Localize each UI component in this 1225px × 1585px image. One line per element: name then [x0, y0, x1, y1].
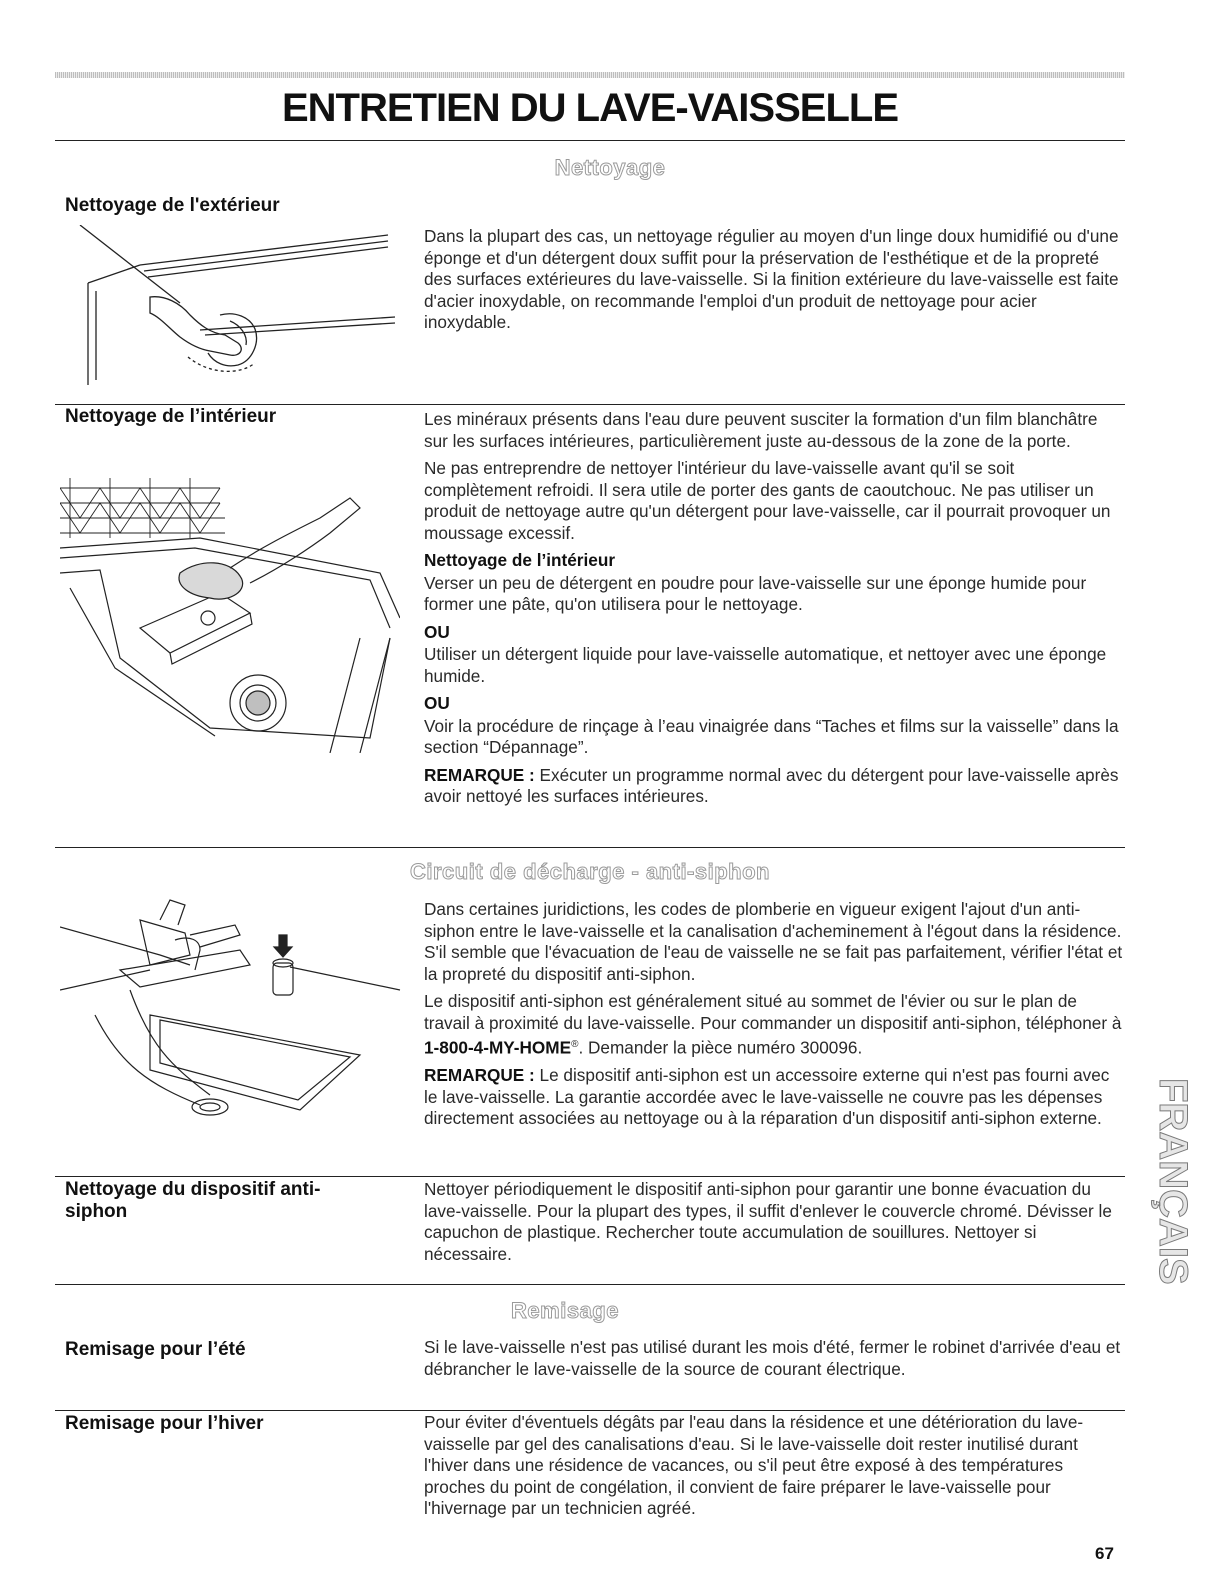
winter-storage-paragraph: Pour éviter d'éventuels dégâts par l'eau dans la résidence et une détérioration du lave-vaisselle par gel des canalisations d'eau. Si le lave-vaisselle doit rester inutilisé durant l'hiver dans une résidence de vacances, ou s'il peut être exposé à des températures proches du point de congélation, il convient de faire préparer le lave-vaisselle pour l'hivernage par un technicien agréé.: [424, 1412, 1084, 1518]
interior-paragraph-5: Voir la procédure de rinçage à l’eau vinaigrée dans “Taches et films sur la vaisselle” dans la section “Dépannage”.: [424, 715, 1119, 757]
interior-note-label: REMARQUE :: [424, 764, 535, 785]
summer-storage-paragraph: Si le lave-vaisselle n'est pas utilisé durant les mois d'été, fermer le robinet d'arrivée d'eau et débrancher le lave-vaisselle de la source de courant électrique.: [424, 1337, 1121, 1379]
interior-rule: [55, 404, 1125, 405]
subhead-remisage-ete: Remisage pour l’été: [65, 1339, 246, 1360]
interior-subheading: Nettoyage de l’intérieur: [424, 550, 616, 570]
anti-siphon-cleaning-text: [424, 1179, 1124, 1271]
circuit-rule: [55, 847, 1125, 848]
remisage-rule: [55, 1284, 1125, 1285]
circuit-paragraph-1: Dans certaines juridictions, les codes de plomberie en vigueur exigent l'ajout d'un anti-siphon entre le lave-vaisselle et la canalisation d'acheminement à l'égout dans la résidence. S'il semble que l'évacuation de l'eau de vaisselle ne se fait pas parfaitement, vérifier l'état et la propreté du dispositif anti-siphon.: [424, 899, 1123, 984]
anti-siphon-cleaning-paragraph: Nettoyer périodiquement le dispositif anti-siphon pour garantir une bonne évacuation du lave-vaisselle. Pour la plupart des types, il suffit d'enlever le couvercle chromé. Dévisser le capuchon de plastique. Rechercher toute accumulation de souillures. Nettoyer si nécessaire.: [424, 1179, 1112, 1264]
interior-or-2: OU: [424, 693, 450, 713]
subhead-nettoyage-interieur: Nettoyage de l’intérieur: [65, 406, 277, 427]
air-gap-sink-illustration: [60, 895, 410, 1135]
winter-storage-text: [424, 1412, 1124, 1526]
circuit-note-text: Le dispositif anti-siphon est un accessoire externe qui n'est pas fourni avec le lave-vaisselle. La garantie accordée avec le lave-vaisselle ne couvre pas les dépenses directement associées au nettoyage ou à la réparation d'un dispositif anti-siphon externe.: [424, 1065, 1110, 1129]
phone-number: 1-800-4-MY-HOME: [424, 1037, 572, 1058]
interior-or-1: OU: [424, 621, 450, 642]
circuit-note-label: REMARQUE :: [424, 1065, 535, 1086]
winter-rule: [55, 1410, 1125, 1411]
exterior-cleaning-illustration: [70, 225, 400, 385]
section-heading-nettoyage: Nettoyage: [554, 155, 666, 180]
circuit-paragraph-2: [424, 991, 1124, 1059]
interior-paragraph-2: Ne pas entreprendre de nettoyer l'intérieur du lave-vaisselle avant qu'il se soit complètement refroidi. Il sera utile de porter des gants de caoutchouc. Ne pas utiliser un produit de nettoyage autre qu'un détergent pour lave-vaisselle, car il pourrait provoquer un moussage excessif.: [424, 458, 1111, 543]
interior-cleaning-text: [424, 409, 1124, 814]
exterior-cleaning-text: [424, 226, 1124, 340]
subhead-nettoyage-exterieur: Nettoyage de l'extérieur: [65, 195, 280, 216]
exterior-paragraph: Dans la plupart des cas, un nettoyage régulier au moyen d'un linge doux humidifié ou d'une éponge et d'un détergent doux suffit pour la préservation de l'esthétique et de la propreté des surfaces extérieures du lave-vaisselle. Si la finition extérieure du lave-vaisselle est faite d'acier inoxydable, on recommande l'emploi d'un produit de nettoyage pour acier inoxydable.: [424, 226, 1119, 332]
phone-registered-mark: ®: [571, 1039, 579, 1050]
anti-siphon-rule: [55, 1176, 1125, 1177]
interior-cleaning-illustration: [60, 478, 400, 753]
circuit-paragraph-2-start: Le dispositif anti-siphon est généralement situé au sommet de l'évier ou sur le plan de travail à proximité du lave-vaisselle. Pour commander un dispositif anti-siphon, téléphoner à: [424, 991, 1122, 1033]
language-side-tab: [1148, 1078, 1196, 1338]
section-heading-circuit: Circuit de décharge - anti-siphon: [410, 859, 770, 884]
subhead-remisage-hiver: Remisage pour l’hiver: [65, 1413, 264, 1434]
interior-note-text: Exécuter un programme normal avec du détergent pour lave-vaisselle après avoir nettoyé les surfaces intérieures.: [424, 764, 1119, 806]
interior-paragraph-3: Verser un peu de détergent en poudre pour lave-vaisselle sur une éponge humide pour former une pâte, qu'on utilisera pour le nettoyage.: [424, 572, 1087, 614]
interior-note: [424, 765, 1124, 808]
summer-storage-text: [424, 1337, 1124, 1386]
top-decorative-bar: [55, 72, 1125, 78]
section-heading-remisage: Remisage: [511, 1298, 619, 1323]
circuit-note: [424, 1065, 1124, 1130]
circuit-paragraph-2-end: . Demander la pièce numéro 300096.: [578, 1037, 863, 1058]
subhead-nettoyage-dispositif: Nettoyage du dispositif anti-siphon: [65, 1179, 321, 1222]
language-side-tab-text: FRANÇAIS: [1151, 1078, 1195, 1285]
page-title: ENTRETIEN DU LAVE-VAISSELLE: [281, 86, 898, 130]
interior-paragraph-4: Utiliser un détergent liquide pour lave-vaisselle automatique, et nettoyer avec une éponge humide.: [424, 644, 1107, 686]
interior-paragraph-1: Les minéraux présents dans l'eau dure peuvent susciter la formation d'un film blanchâtre sur les surfaces intérieures, particulièrement juste au-dessous de la zone de la porte.: [424, 409, 1098, 451]
title-rule: [55, 140, 1125, 141]
page-number: 67: [1095, 1544, 1114, 1563]
circuit-text: [424, 899, 1124, 1136]
